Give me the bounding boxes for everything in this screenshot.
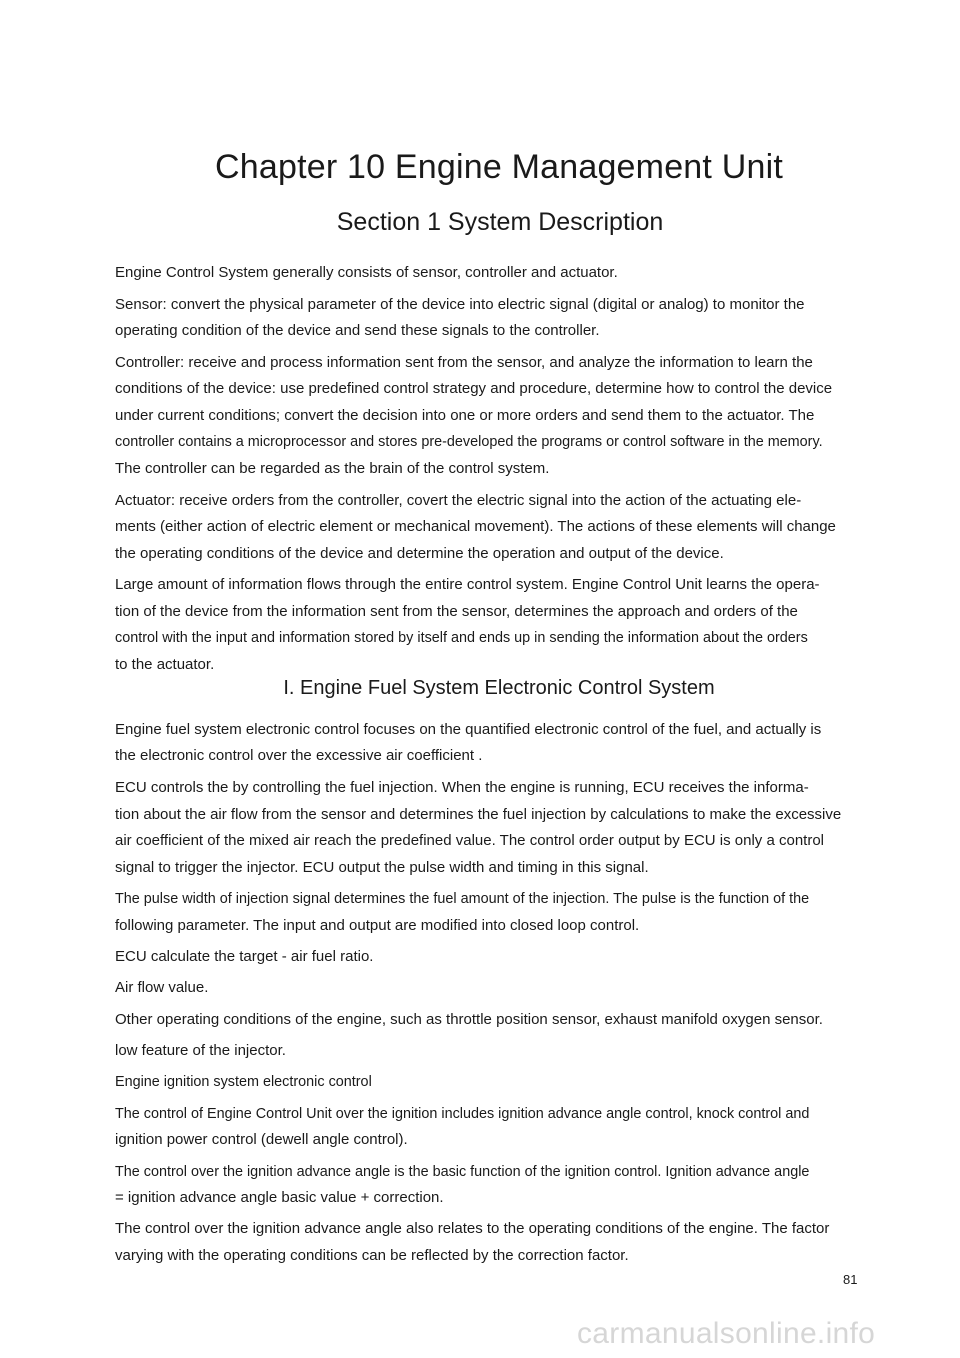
body-line: tion of the device from the information sent from the sensor, determines the approach and orders of the <box>115 603 798 620</box>
watermark: carmanualsonline.info <box>577 1317 876 1350</box>
body-line: = ignition advance angle basic value + correction. <box>115 1189 444 1206</box>
chapter-title: Chapter 10 Engine Management Unit <box>215 148 783 186</box>
body-line: varying with the operating conditions can be reflected by the correction factor. <box>115 1247 629 1264</box>
body-line: Engine fuel system electronic control focuses on the quantified electronic control of the fuel, and actually is <box>115 721 822 738</box>
body-line: The pulse width of injection signal determines the fuel amount of the injection. The pulse is the function of the <box>115 891 810 907</box>
body-line: operating condition of the device and send these signals to the controller. <box>115 322 600 339</box>
body-line: ECU calculate the target - air fuel ratio. <box>115 948 374 965</box>
body-line: Other operating conditions of the engine, such as throttle position sensor, exhaust manifold oxygen sensor. <box>115 1011 823 1028</box>
body-line: Air flow value. <box>115 979 209 996</box>
body-line: conditions of the device: use predefined control strategy and procedure, determine how to control the device <box>115 380 833 397</box>
body-line: signal to trigger the injector. ECU output the pulse width and timing in this signal. <box>115 859 649 876</box>
body-line: low feature of the injector. <box>115 1042 286 1059</box>
body-line: Large amount of information flows through the entire control system. Engine Control Unit learns the opera- <box>115 576 820 593</box>
body-line: Engine ignition system electronic control <box>115 1074 372 1090</box>
body-line: under current conditions; convert the decision into one or more orders and send them to the actuator. The <box>115 407 815 424</box>
body-line: Controller: receive and process information sent from the sensor, and analyze the information to learn the <box>115 354 813 371</box>
body-line: The control over the ignition advance angle also relates to the operating conditions of the engine. The factor <box>115 1220 830 1237</box>
body-line: The controller can be regarded as the brain of the control system. <box>115 460 550 477</box>
body-line: to the actuator. <box>115 656 215 673</box>
body-line: tion about the air flow from the sensor and determines the fuel injection by calculations to make the excessive <box>115 806 842 823</box>
body-line: ECU controls the by controlling the fuel injection. When the engine is running, ECU receives the informa- <box>115 779 809 796</box>
body-line: Sensor: convert the physical parameter of the device into electric signal (digital or analog) to monitor the <box>115 296 805 313</box>
body-line: ments (either action of electric element or mechanical movement). The actions of these elements will change <box>115 518 836 535</box>
body-line: The control of Engine Control Unit over the ignition includes ignition advance angle control, knock control and <box>115 1106 810 1122</box>
body-line: the electronic control over the excessive air coefficient . <box>115 747 483 764</box>
body-line: the operating conditions of the device and determine the operation and output of the device. <box>115 545 724 562</box>
body-line: Actuator: receive orders from the controller, covert the electric signal into the action of the actuating ele- <box>115 492 802 509</box>
body-line: control with the input and information stored by itself and ends up in sending the information about the orders <box>115 630 808 646</box>
body-line: ignition power control (dewell angle control). <box>115 1131 408 1148</box>
subsection-title: I. Engine Fuel System Electronic Control System <box>283 677 715 699</box>
page-number: 81 <box>843 1272 858 1287</box>
body-line: air coefficient of the mixed air reach the predefined value. The control order output by ECU is only a control <box>115 832 824 849</box>
section-title: Section 1 System Description <box>336 208 664 236</box>
body-line: following parameter. The input and output are modified into closed loop control. <box>115 917 640 934</box>
body-line: controller contains a microprocessor and stores pre-developed the programs or control software in the memory. <box>115 434 823 450</box>
body-line: The control over the ignition advance angle is the basic function of the ignition control. Ignition advance angle <box>115 1164 810 1180</box>
body-line: Engine Control System generally consists of sensor, controller and actuator. <box>115 264 618 281</box>
